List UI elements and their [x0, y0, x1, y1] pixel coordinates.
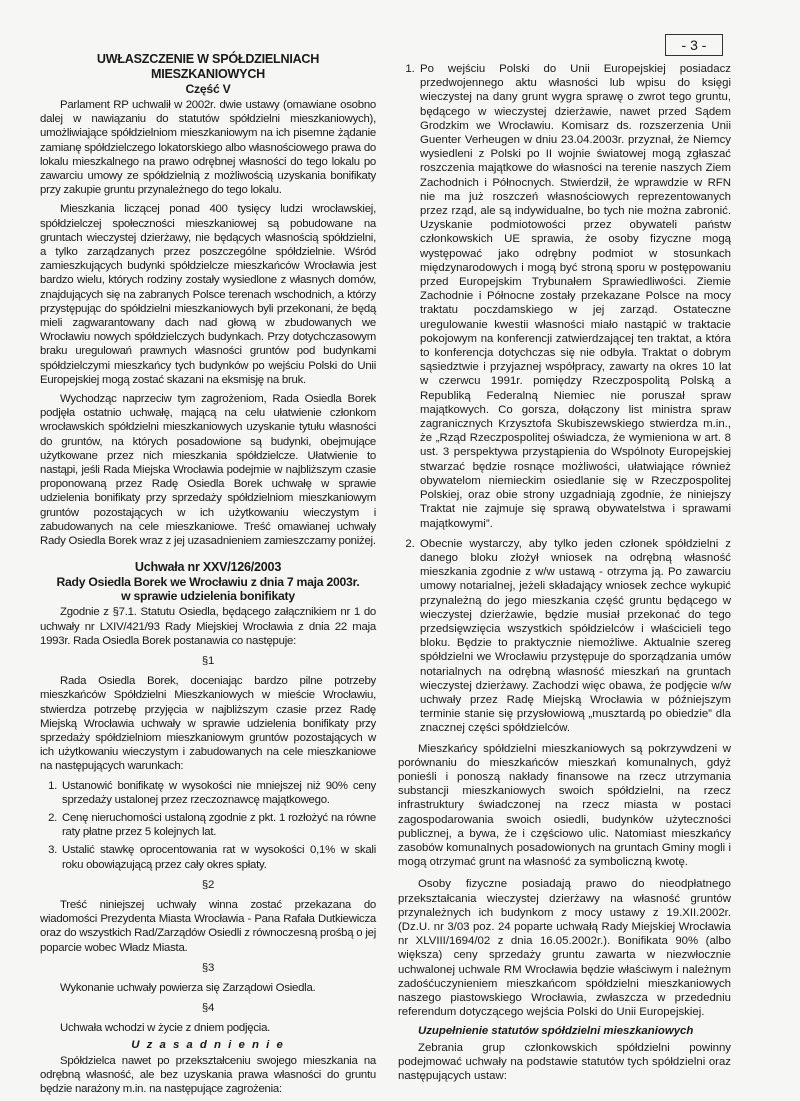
resolution-title: Uchwała nr XXV/126/2003 [134, 560, 282, 575]
paragraph: Osoby fizyczne posiadają prawo do nieodpłatnego przekształcania wieczystej dzierżawy na własność gruntów przynależnych ich budynkom z mocy ustawy z 19.XII.2002r. (Dz.U. nr 3/03 poz. 24 poparte uchwałą Rady Miejskiej Wrocławia nr XLVIII/1694/02 z dnia 16.05.2002r.). Bonifikata 90% (albo większa) ceny sprzedaży gruntu zawarta w niezwłocznie uchwalonej uchwale RM Wrocławia będzie właściwym i należnym zadośćuczynieniem mieszkańcom spółdzielni mieszkaniowych naszego piastowskiego Wrocławia, zwłaszcza w przededniu referendum dotyczącego wejścia Polski do Unii Europejskiej. [398, 878, 731, 1019]
section-mark: §2 [201, 878, 215, 891]
resolution-subtitle: Rady Osiedla Borek we Wrocławiu z dnia 7 maja 2003r. [56, 575, 360, 590]
justification-title: U z a s a d n i e n i e [131, 1038, 285, 1051]
page-number: - 3 - [665, 34, 723, 56]
list-item: 2. Cenę nieruchomości ustaloną zgodnie z pkt. 1 rozłożyć na równe raty płatne przez 5 kolejnych lat. [60, 811, 376, 839]
paragraph: Wychodząc naprzeciw tym zagrożeniom, Rada Osiedla Borek podjęła ostatnio uchwałę, mającą na celu ułatwienie członkom wrocławskich spółdzielni mieszkaniowych uzyskanie tytułu własności do gruntów, na których posadowione są budynki, obejmujące użytkowane przez nich mieszkania spółdzielcze. Ułatwienie to nastąpi, jeśli Rada Miejska Wrocławia podejmie w najbliższym czasie proponowaną przez Radę Osiedla Borek uchwałę w sprawie udzielenia bonifikaty przy sprzedaży spółdzielniom mieszkaniowym gruntów pozostających w ich użytkowaniu wieczystym i zabudowanych na cele mieszkaniowe. Treść omawianej uchwały Rady Osiedla Borek wraz z jej uzasadnieniem zamieszczamy poniżej. [40, 393, 376, 548]
right-column [398, 52, 731, 1088]
left-column [40, 52, 376, 1101]
list-item: 3. Ustalić stawkę oprocentowania rat w wysokości 0,1% w skali roku obowiązującą przez cały okres spłaty. [60, 843, 376, 871]
article-title: UWŁASZCZENIE W SPÓŁDZIELNIACH MIESZKANIOWYCH [96, 52, 320, 81]
list-item: 1. Po wejściu Polski do Unii Europejskiej posiadacz przedwojennego aktu własności lub wpisu do księgi wieczystej na dany grunt wygra sprawę o zwrot tego gruntu, będącego w wieczystej dzierżawie, nawet przed Sądem Grodzkim we Wrocławiu. Komisarz ds. rozszerzenia Unii Guenter Verheugen w dniu 23.04.2003r. przyznał, że Niemcy wysiedleni z Polski po II wojnie światowej mogą zgłaszać roszczenia majątkowe do własności na terenie naszych Ziem Zachodnich i Północnych. Stwierdził, że wprawdzie w RFN nie ma już roszczeń własnościowych reprezentowanych przez rząd, ale są indywidualne, bo tych nie można zabronić. Uzyskanie podmiotowości przez obywateli państw członkowskich UE sprawia, że osoby fizyczne mogą występować jako odrębny podmiot w stosunkach międzynarodowych i mogą być stroną sporu w postępowaniu przed Europejskim Trybunałem Sprawiedliwości. Ziemie Zachodnie i Północne zostały przekazane Polsce na mocy traktatu poczdamskiego w jej zarząd. Ostateczne uregulowanie kwestii własności miało nastąpić w traktacie pokojowym na konferencji zatwierdzającej ten traktat, a która to konferencja dotychczas się nie odbyła. Traktat o dobrym sąsiedztwie i przyjaznej współpracy, zawarty na okres 10 lat w czerwcu 1991r. pomiędzy Rzeczpospolitą Polską a Republiką Federalną Niemiec nie poruszał spraw majątkowych. Co gorsza, dołączony list ministra spraw zagranicznych Krzysztofa Skubiszewskiego stwierdza m.in., że „Rząd Rzeczpospolitej oświadcza, że wymieniona w art. 8 ust. 3 perspektywa przystąpienia do Wspólnoty Europejskiej stwarzać będzie rosnące możliwości, ułatwiające również obywatelom niemieckim osiedlanie się w Rzeczpospolitej Polskiej, oraz obie strony uzgadniają zgodnie, że niniejszy Traktat nie zajmuje się sprawą obywatelstwa i sprawami majątkowymi”. [418, 62, 731, 531]
paragraph: Parlament RP uchwalił w 2002r. dwie ustawy (omawiane osobno dalej w nawiązaniu do statutów spółdzielni mieszkaniowych), umożliwiające spółdzielniom mieszkaniowym na ich pisemne żądanie zamianę spółdzielczego lokatorskiego albo własnościowego prawa do lokalu mieszkalnego na prawo odrębnej własności do tego lokalu po zawarciu umowy ze spółdzielnią z możliwością uzyskania bonifikaty przy zakupie gruntu przynależnego do tego lokalu. [40, 99, 376, 197]
paragraph: Mieszkania liczącej ponad 400 tysięcy ludzi wrocławskiej, spółdzielczej społeczności mieszkaniowej są pobudowane na gruntach wieczystej dzierżawy, nie będących własnością spółdzielni, a tylko zarządzanych przez poszczególne spółdzielnie. Wśród zamieszkujących budynki spółdzielcze mieszkańców Wrocławia jest bardzo wielu, których rodziny zostały wysiedlone z własnych domów, znajdujących się na zabranych Polsce terenach wschodnich, a którzy przystępując do spółdzielni mieszkaniowych byli przekonani, że będą mieli zagwarantowany dach nad głową w zbudowanych we Wrocławiu nowych spółdzielczych budynkach. Przy dotychczasowym braku uregulowań prawnych własności gruntów pod budynkami spółdzielczymi mieszkańcy tych budynków po wejściu Polski do Unii Europejskiej mogą zostać skazani na eksmisję na bruk. [40, 203, 376, 386]
section-mark: §1 [201, 654, 215, 667]
conditions-list [40, 779, 376, 872]
section-text: Wykonanie uchwały powierza się Zarządowi Osiedla. [60, 981, 316, 994]
section-subtitle: Uzupełnienie statutów spółdzielni mieszkaniowych [418, 1025, 694, 1038]
section-text: Rada Osiedla Borek, doceniając bardzo pilne potrzeby mieszkańców Spółdzielni Mieszkaniowych w mieście Wrocławiu, stwierdza potrzebę przyjęcia w najbliższym czasie przez Radę Miejską Wrocławia uchwały w sprawie udzielenia bonifikaty przy sprzedaży spółdzielniom mieszkaniowym gruntów pozostających w ich użytkowaniu wieczystym i zabudowanych na cele mieszkaniowe na następujących warunkach: [40, 675, 376, 773]
resolution-intro: Zgodnie z §7.1. Statutu Osiedla, będącego załącznikiem nr 1 do uchwały nr LXIV/421/93 Rady Miejskiej Wrocławia z dnia 22 maja 1993r. Rada Osiedla Borek postanawia co następuje: [40, 606, 376, 647]
resolution-subject: w sprawie udzielenia bonifikaty [121, 589, 295, 604]
paragraph: Mieszkańcy spółdzielni mieszkaniowych są pokrzywdzeni w porównaniu do mieszkańców mieszkań komunalnych, gdyż ponieśli i ponoszą nakłady finansowe na rzecz utrzymania substancji mieszkaniowych swoich spółdzielni, na rzecz infrastruktury świadczonej na rzecz miasta w postaci zagospodarowania swoich osiedli, budynków użyteczności publicznej, a bywa, że i częściowo ulic. Natomiast mieszkańcy zasobów komunalnych posadowionych na gruntach Gminy mogli i mogą otrzymać grunt na własność za symboliczną kwotę. [398, 742, 731, 869]
paragraph: Zebrania grup członkowskich spółdzielni powinny podejmować uchwały na podstawie statutów tych spółdzielni oraz następujących ustaw: [398, 1041, 731, 1083]
list-item: 2. Obecnie wystarczy, aby tylko jeden członek spółdzielni z danego bloku złożył wniosek na odrębną własność mieszkania zgodnie z w/w ustawą - otrzyma ją. Po zawarciu umowy notarialnej, jeżeli składający wniosek zechce wykupić przynależną do jego mieszkania część gruntu będącego w wieczystej dzierżawie, będzie musiał przekonać do tego przedsięwzięcia wszystkich spółdzielców i właścicieli tego bloku. Będzie to praktycznie niemożliwe. Aktualnie szereg spółdzielni we Wrocławiu przystępuje do sporządzania umów notarialnych na odrębną własność mieszkań na gruntach wieczystej dzierżawy. Zachodzi więc obawa, że podjęcie w/w uchwały przez Radę Miejską Wrocławia w późniejszym terminie stanie się przysłowiową „musztardą po obiedzie” dla znacznej części spółdzielców. [418, 537, 731, 736]
justification-text: Spółdzielca nawet po przekształceniu swojego mieszkania na odrębną własność, ale bez uzyskania prawa własności do gruntu będzie narażony m.in. na następujące zagrożenia: [40, 1054, 376, 1096]
article-part: Część V [185, 82, 231, 96]
section-text: Treść niniejszej uchwały winna zostać przekazana do wiadomości Prezydenta Miasta Wrocławia - Pana Rafała Dutkiewicza oraz do wszystkich Rad/Zarządów Osiedli z równoczesną prośbą o jej poparcie wobec Władz Miasta. [40, 898, 376, 954]
threats-list [398, 62, 731, 736]
section-mark: §3 [201, 961, 215, 974]
section-mark: §4 [201, 1002, 215, 1015]
list-item: 1. Ustanowić bonifikatę w wysokości nie mniejszej niż 90% ceny sprzedaży ustalonej przez rzeczoznawcę majątkowego. [60, 779, 376, 807]
section-text: Uchwała wchodzi w życie z dniem podjęcia. [60, 1022, 271, 1035]
